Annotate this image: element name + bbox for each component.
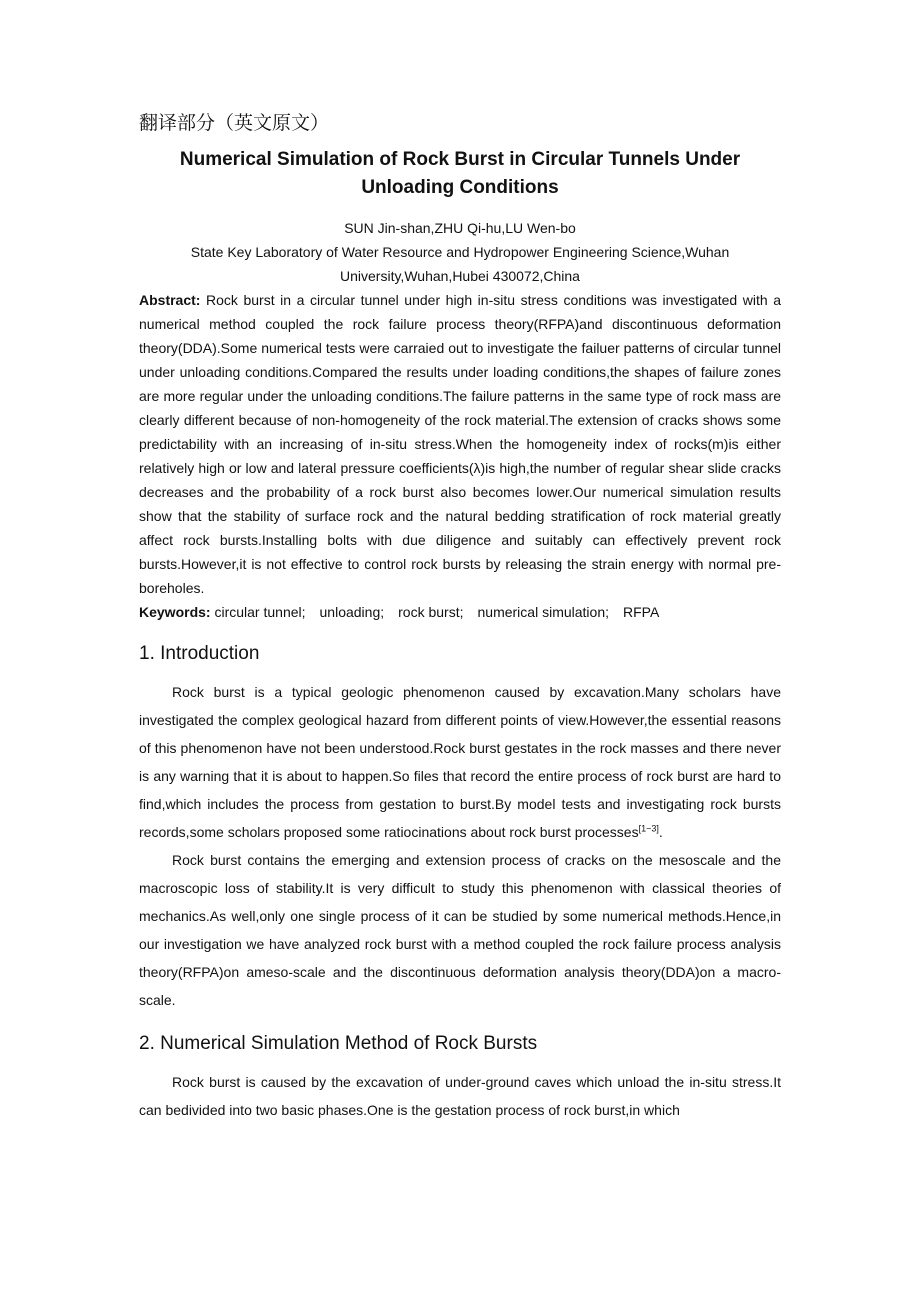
chinese-heading: 翻译部分（英文原文） <box>139 112 330 134</box>
section-title-introduction: 1. Introduction <box>139 643 260 664</box>
paragraph-text: Rock burst is a typical geologic phenomenon caused by excavation.Many scholars have investigated the complex geological hazard from different points of view.However,the essential reasons of this phenomenon have not been understood.Rock burst gestates in the rock masses and there never is any warning that it is about to happen.So files that record the entire process of rock burst are hard to find,which includes the process from gestation to burst.By model tests and investigating rock bursts records,some scholars proposed some ratiocinations about rock burst processes <box>139 684 781 840</box>
author-block <box>139 216 781 288</box>
body-paragraph <box>139 678 781 846</box>
abstract-text: Rock burst in a circular tunnel under high in-situ stress conditions was investigated with a numerical method coupled the rock failure process theory(RFPA)and discontinuous deformation theory(DDA).Some numerical tests were carraied out to investigate the failuer patterns of circular tunnel under unloading conditions.Compared the results under loading conditions,the shapes of failure zones are more regular under the unloading conditions.The failure patterns in the same type of rock mass are clearly different because of non-homogeneity of the rock material.The extension of cracks shows some predictability with an increasing of in-situ stress.When the homogeneity index of rocks(m)is either relatively high or low and lateral pressure coefficients(λ)is high,the number of regular shear slide cracks decreases and the probability of a rock burst also becomes lower.Our numerical simulation results show that the stability of surface rock and the natural bedding stratification of rock material greatly affect rock bursts.Installing bolts with due diligence and suitably can effectively prevent rock bursts.However,it is not effective to control rock bursts by releasing the strain energy with normal pre-boreholes. <box>139 292 782 596</box>
document-page <box>139 108 781 1124</box>
keyword-item: numerical simulation; <box>477 604 609 620</box>
keyword-item: RFPA <box>623 604 660 620</box>
citation: [1−3] <box>638 823 659 834</box>
keyword-item: unloading; <box>319 604 385 620</box>
affiliation-line-2: University,Wuhan,Hubei 430072,China <box>340 268 580 284</box>
authors: SUN Jin-shan,ZHU Qi-hu,LU Wen-bo <box>344 220 576 236</box>
keyword-item: rock burst; <box>398 604 464 620</box>
keywords <box>139 600 781 624</box>
body-paragraph: Rock burst contains the emerging and extension process of cracks on the mesoscale and the macroscopic loss of stability.It is very difficult to study this phenomenon with classical theories of mechanics.As well,only one single process of it can be studied by some numerical methods.Hence,in our investigation we have analyzed rock burst with a method coupled the rock failure process analysis theory(RFPA)on ameso-scale and the discontinuous deformation analysis theory(DDA)on a macro-scale. <box>139 852 781 1008</box>
abstract-label: Abstract: <box>139 292 201 308</box>
title-line-2: Unloading Conditions <box>361 177 559 198</box>
affiliation-line-1: State Key Laboratory of Water Resource and Hydropower Engineering Science,Wuhan <box>190 244 730 260</box>
paper-title <box>139 146 781 202</box>
keywords-label: Keywords: <box>139 604 211 620</box>
abstract <box>139 288 781 600</box>
keyword-item: circular tunnel; <box>214 604 306 620</box>
title-line-1: Numerical Simulation of Rock Burst in Circular Tunnels Under <box>179 149 741 170</box>
section-title-method: 2. Numerical Simulation Method of Rock Bursts <box>139 1033 538 1054</box>
body-paragraph: Rock burst is caused by the excavation of under-ground caves which unload the in-situ stress.It can bedivided into two basic phases.One is the gestation process of rock burst,in which <box>139 1074 781 1118</box>
paragraph-tail: . <box>658 824 663 840</box>
